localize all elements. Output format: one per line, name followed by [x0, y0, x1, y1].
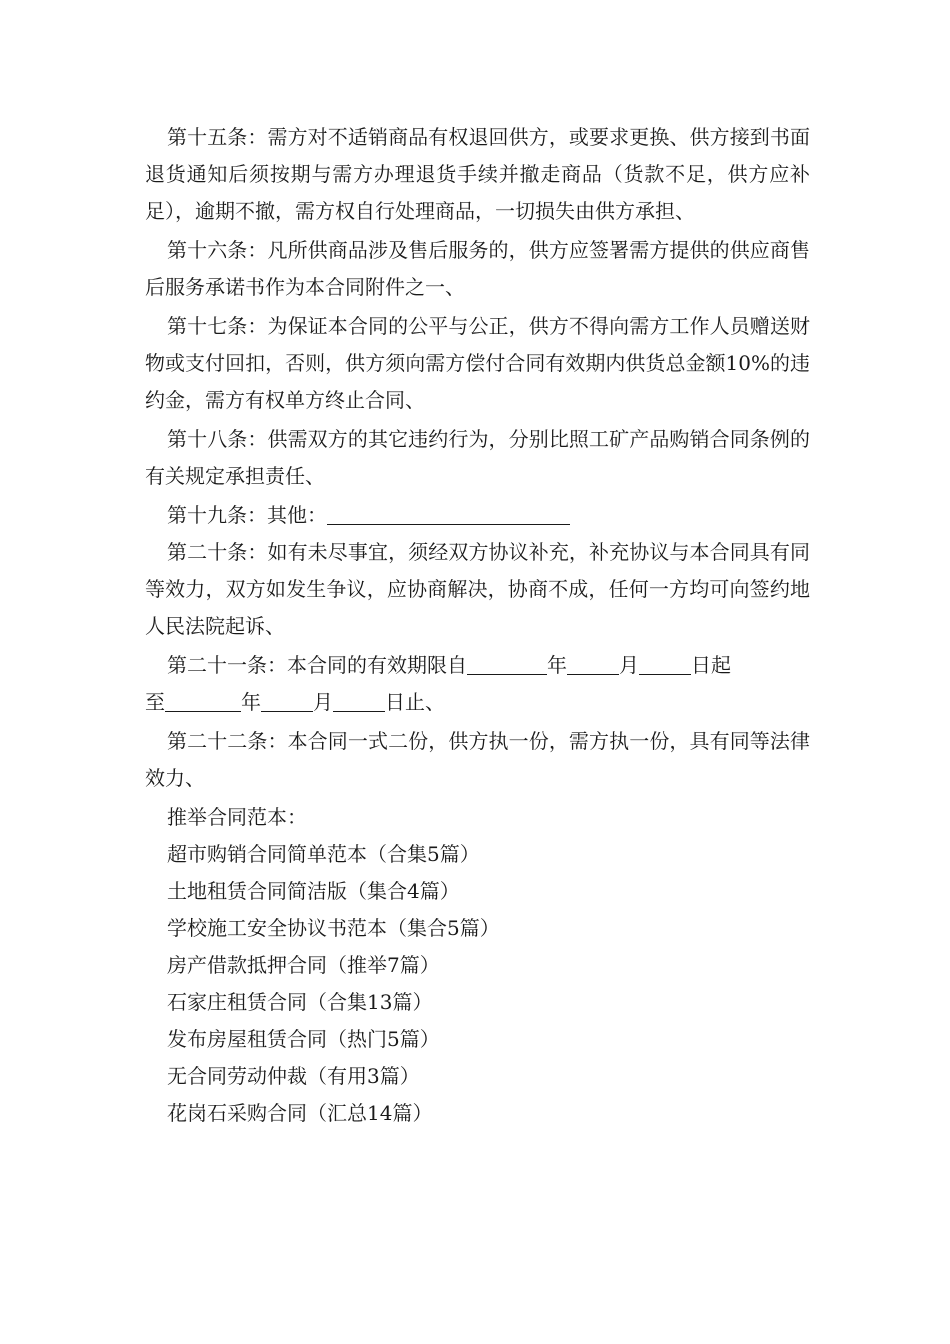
recommend-item[interactable]: 房产借款抵押合同（推举7篇） — [167, 953, 440, 977]
end-month-blank — [261, 691, 313, 712]
clause-19 — [145, 497, 810, 534]
clause-21-line-2 — [145, 684, 810, 721]
recommend-item[interactable]: 石家庄租赁合同（合集13篇） — [167, 990, 433, 1014]
clause-20: 第二十条：如有未尽事宜，须经双方协议补充，补充协议与本合同具有同等效力，双方如发生争议，应协商解决，协商不成，任何一方均可向签约地人民法院起诉、 — [145, 540, 810, 638]
start-day-label: 日起 — [691, 653, 731, 677]
clause-19-label: 第十九条：其他： — [167, 503, 327, 527]
clause-17: 第十七条：为保证本合同的公平与公正，供方不得向需方工作人员赠送财物或支付回扣，否则，供方须向需方偿付合同有效期内供货总金额10%的违约金，需方有权单方终止合同、 — [145, 314, 810, 412]
end-month-label: 月 — [313, 690, 333, 714]
document-page — [145, 119, 810, 1132]
start-month-label: 月 — [619, 653, 639, 677]
recommend-item[interactable]: 学校施工安全协议书范本（集合5篇） — [167, 916, 500, 940]
end-day-blank — [333, 691, 385, 712]
recommend-item[interactable]: 花岗石采购合同（汇总14篇） — [167, 1101, 433, 1125]
recommend-item[interactable]: 超市购销合同简单范本（合集5篇） — [167, 842, 480, 866]
clause-16: 第十六条：凡所供商品涉及售后服务的，供方应签署需方提供的供应商售后服务承诺书作为本合同附件之一、 — [145, 238, 810, 299]
recommend-item[interactable]: 无合同劳动仲裁（有用3篇） — [167, 1064, 420, 1088]
clause-15: 第十五条：需方对不适销商品有权退回供方，或要求更换、供方接到书面退货通知后须按期与需方办理退货手续并撤走商品（货款不足，供方应补足），逾期不撤，需方权自行处理商品，一切损失由供方承担、 — [145, 125, 810, 223]
start-year-label: 年 — [547, 653, 567, 677]
end-year-blank — [165, 691, 241, 712]
clause-22: 第二十二条：本合同一式二份，供方执一份，需方执一份，具有同等法律效力、 — [145, 729, 810, 790]
start-day-blank — [639, 654, 691, 675]
end-year-label: 年 — [241, 690, 261, 714]
start-month-blank — [567, 654, 619, 675]
clause-21-prefix: 第二十一条：本合同的有效期限自 — [167, 653, 467, 677]
recommend-item[interactable]: 发布房屋租赁合同（热门5篇） — [167, 1027, 440, 1051]
end-day-label: 日止、 — [385, 690, 445, 714]
clause-18: 第十八条：供需双方的其它违约行为，分别比照工矿产品购销合同条例的有关规定承担责任、 — [145, 427, 810, 488]
other-blank — [327, 504, 570, 525]
recommend-heading: 推举合同范本： — [167, 805, 307, 829]
clause-21-line-1 — [145, 647, 810, 684]
end-to-label: 至 — [145, 690, 165, 714]
start-year-blank — [467, 654, 547, 675]
recommend-item[interactable]: 土地租赁合同简洁版（集合4篇） — [167, 879, 460, 903]
